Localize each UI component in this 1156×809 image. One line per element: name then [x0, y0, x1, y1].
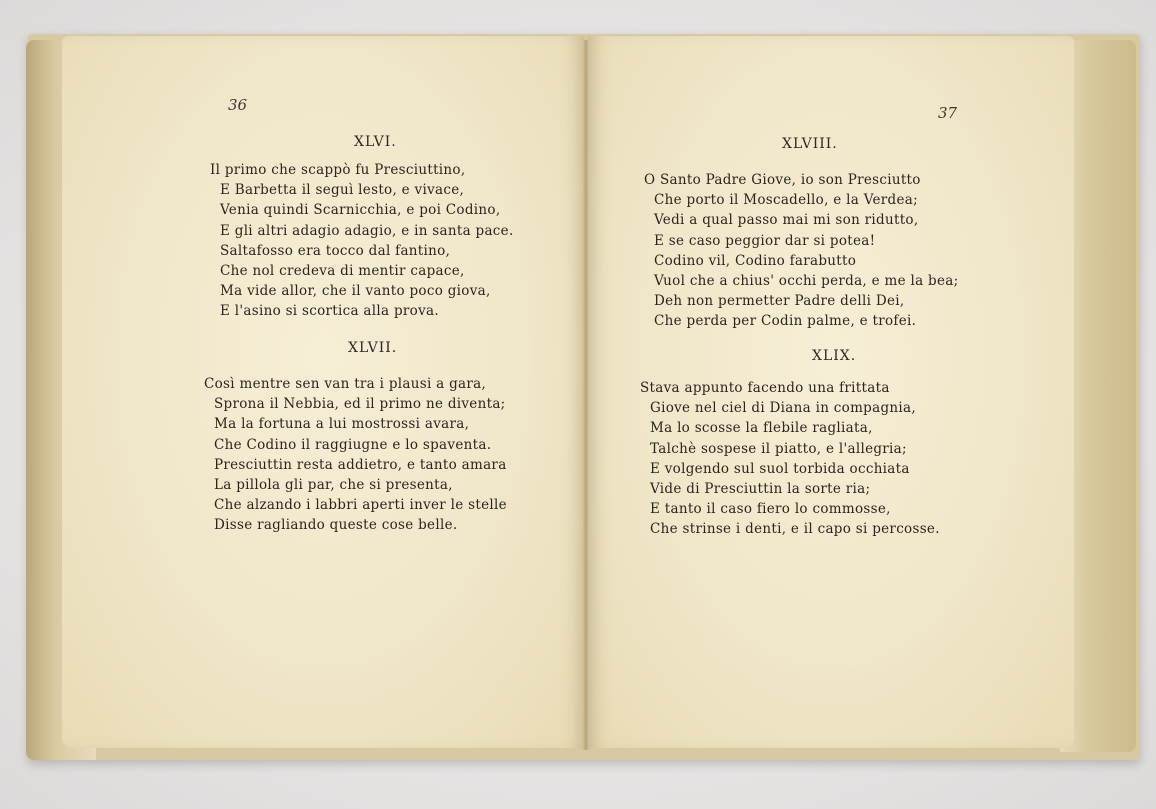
verse-line: E l'asino si scortica alla prova. — [220, 303, 439, 320]
stanza-heading-xlvii: XLVII. — [348, 340, 398, 356]
verse-line: Che perda per Codin palme, e trofei. — [654, 313, 917, 330]
left-page — [62, 36, 584, 748]
verse-line: Disse ragliando queste cose belle. — [214, 517, 458, 534]
verse-line: Talchè sospese il piatto, e l'allegria; — [650, 440, 907, 457]
stanza-xlvi — [210, 160, 514, 322]
right-page-number: 37 — [938, 104, 958, 122]
verse-line: Che alzando i labbri aperti inver le stelle — [214, 497, 507, 514]
verse-line: Vide di Presciuttin la sorte ria; — [650, 481, 871, 498]
verse-line: E volgendo sul suol torbida occhiata — [650, 460, 910, 477]
stanza-xlix — [640, 378, 940, 540]
verse-line: Vedi a qual passo mai mi son ridutto, — [654, 212, 919, 229]
verse-line: Ma vide allor, che il vanto poco giova, — [220, 283, 491, 300]
verse-line: Giove nel ciel di Diana in compagnia, — [650, 400, 916, 417]
verse-line: Che nol credeva di mentir capace, — [220, 263, 465, 280]
verse-line: E gli altri adagio adagio, e in santa pace. — [220, 222, 514, 239]
verse-line: E Barbetta il seguì lesto, e vivace, — [220, 182, 465, 199]
verse-line: Codino vil, Codino farabutto — [654, 252, 857, 269]
verse-line: O Santo Padre Giove, io son Presciutto — [644, 172, 921, 188]
verse-line: Che porto il Moscadello, e la Verdea; — [654, 192, 918, 209]
verse-line: La pillola gli par, che si presenta, — [214, 477, 453, 494]
verse-line: Saltafosso era tocco dal fantino, — [220, 242, 451, 259]
stanza-heading-xlviii: XLVIII. — [782, 136, 838, 152]
verse-line: Che Codino il raggiugne e lo spaventa. — [214, 436, 492, 453]
verse-line: Che strinse i denti, e il capo si percosse. — [650, 521, 940, 538]
stanza-xlviii — [644, 170, 958, 332]
verse-line: Vuol che a chius' occhi perda, e me la bea; — [654, 273, 959, 290]
verse-line: Così mentre sen van tra i plausi a gara, — [204, 376, 487, 392]
verse-line: Sprona il Nebbia, ed il primo ne diventa; — [214, 396, 506, 413]
verse-line: Ma lo scosse la flebile ragliata, — [650, 420, 873, 437]
stanza-xlvii — [204, 374, 507, 536]
stanza-heading-xlix: XLIX. — [812, 348, 857, 364]
stanza-heading-xlvi: XLVI. — [354, 134, 397, 150]
right-page — [588, 36, 1074, 748]
verse-line: Venia quindi Scarnicchia, e poi Codino, — [220, 202, 501, 219]
verse-line: Deh non permetter Padre delli Dei, — [654, 293, 905, 310]
verse-line: E se caso peggior dar si potea! — [654, 232, 876, 249]
left-page-number: 36 — [228, 96, 248, 114]
verse-line: Presciuttin resta addietro, e tanto amara — [214, 456, 507, 473]
verse-line: Il primo che scappò fu Presciuttino, — [210, 162, 466, 178]
verse-line: Ma la fortuna a lui mostrossi avara, — [214, 416, 470, 433]
verse-line: E tanto il caso fiero lo commosse, — [650, 501, 891, 518]
verse-line: Stava appunto facendo una frittata — [640, 380, 890, 396]
